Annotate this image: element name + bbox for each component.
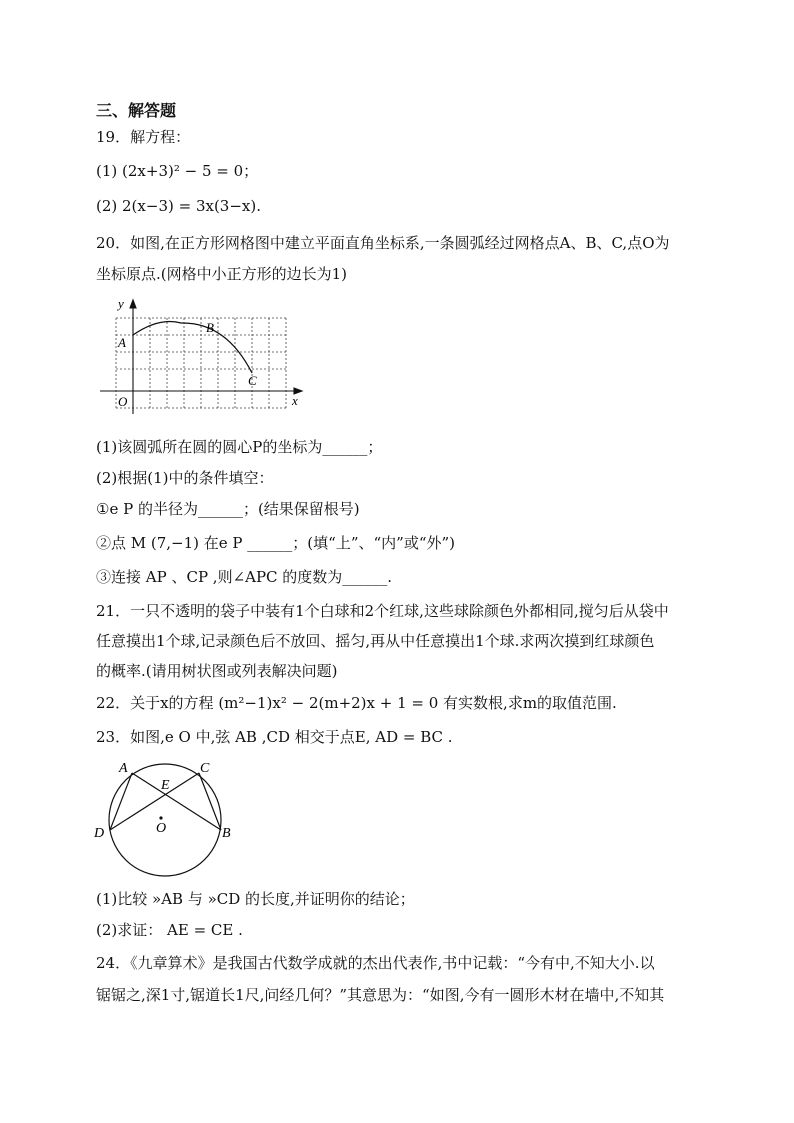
q24-line2: 锯锯之,深1寸,锯道长1尺,问经几何？”其意思为：“如图,今有一圆形木材在墙中,不知其 <box>96 986 665 1004</box>
q22-line1: 22．关于x的方程 (m²−1)x² − 2(m+2)x + 1 = 0 有实数根,求m的取值范围. <box>96 694 617 712</box>
q20-sub1: (1)该圆弧所在圆的圆心P的坐标为______； <box>96 438 383 456</box>
q20-line2: 坐标原点.(网格中小正方形的边长为1) <box>96 265 348 283</box>
center-o-label: O <box>156 821 167 836</box>
axes <box>100 300 302 414</box>
point-a-label: A <box>118 335 126 350</box>
grid-lines <box>116 318 286 408</box>
point-b-label: B <box>206 320 214 335</box>
q24-line1: 24．《九章算术》是我国古代数学成就的杰出代表作,书中记载：“今有中,不知大小.以 <box>96 954 655 972</box>
q20-sub2: (2)根据(1)中的条件填空： <box>96 469 274 487</box>
q20-item3: ③连接 AP 、CP ,则∠APC 的度数为______. <box>96 568 393 586</box>
center-dot <box>159 816 162 819</box>
x-axis-label: x <box>292 393 298 408</box>
y-axis-label: y <box>118 296 124 311</box>
point-d-label: D <box>94 826 105 841</box>
circle-arc <box>133 322 252 374</box>
q20-item1: ①e P 的半径为______；(结果保留根号) <box>96 500 360 518</box>
point-e-label: E <box>161 778 170 793</box>
q23-sub2: (2)求证： AE = CE . <box>96 921 243 939</box>
q21-line1: 21．一只不透明的袋子中装有1个白球和2个红球,这些球除颜色外都相同,搅匀后从袋中 <box>96 602 669 620</box>
point-c-label: C <box>248 373 257 388</box>
q19-part1: (1) (2x+3)² − 5 = 0； <box>96 162 259 180</box>
point-c-label: C <box>200 761 210 776</box>
grid-figure <box>96 294 310 418</box>
q21-line2: 任意摸出1个球,记录颜色后不放回、摇匀,再从中任意摸出1个球.求两次摸到红球颜色 <box>96 632 655 650</box>
section-title: 三、解答题 <box>96 101 177 120</box>
q23-sub1: (1)比较 »AB 与 »CD 的长度,并证明你的结论； <box>96 890 415 908</box>
q19-part2: (2) 2(x−3) = 3x(3−x). <box>96 197 261 215</box>
point-a-label: A <box>119 761 128 776</box>
q23-line1: 23．如图,e O 中,弦 AB ,CD 相交于点E, AD = BC . <box>96 728 453 746</box>
q21-line3: 的概率.(请用树状图或列表解决问题) <box>96 662 338 680</box>
circle-figure <box>92 754 242 878</box>
q20-line1: 20．如图,在正方形网格图中建立平面直角坐标系,一条圆弧经过网格点A、B、C,点O为 <box>96 234 670 252</box>
point-b-label: B <box>222 826 231 841</box>
q19-title: 19．解方程： <box>96 128 191 146</box>
q20-item2: ②点 M (7,−1) 在e P ______；(填“上”、“内”或“外”) <box>96 534 456 552</box>
origin-label: O <box>118 394 128 409</box>
